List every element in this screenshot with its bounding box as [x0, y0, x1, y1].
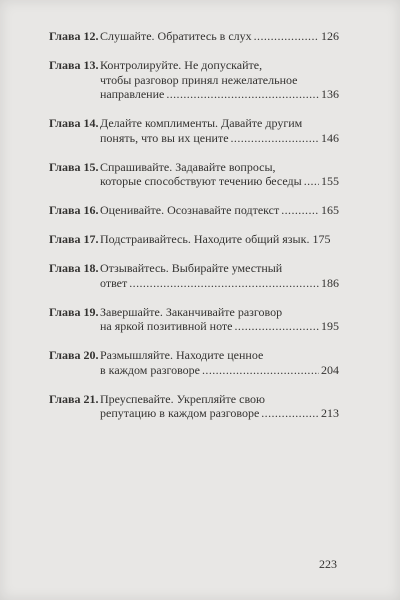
dot-leader	[129, 276, 319, 291]
toc-entry	[49, 116, 339, 145]
chapter-title-line: Слушайте. Обратитесь в слух	[100, 29, 252, 43]
chapter-title-line: Размышляйте. Находите ценное	[100, 348, 264, 362]
chapter-label: Глава 12.	[49, 29, 99, 43]
chapter-title	[100, 58, 339, 102]
chapter-label: Глава 14.	[49, 116, 99, 130]
toc-entry	[49, 392, 339, 421]
chapter-title-line: в каждом разговоре	[100, 362, 201, 377]
toc-last-line	[100, 232, 339, 247]
page-number: 186	[321, 275, 339, 290]
table-of-contents	[49, 29, 339, 435]
chapter-title	[100, 305, 339, 334]
page-number: 126	[321, 29, 339, 43]
toc-last-line	[100, 319, 339, 334]
chapter-title-line: репутацию в каждом разговоре	[100, 406, 260, 420]
toc-last-line	[100, 29, 339, 44]
toc-last-line	[100, 203, 339, 218]
page-number: 136	[321, 87, 339, 101]
toc-entry	[49, 203, 339, 218]
dot-leader	[254, 29, 319, 44]
chapter-title	[100, 348, 339, 377]
chapter-label: Глава 13.	[49, 58, 99, 72]
toc-last-line	[100, 276, 339, 291]
chapter-title	[100, 203, 339, 218]
chapter-title-line: Подстраивайтесь. Находите общий язык.	[100, 232, 310, 246]
page-number: 195	[321, 319, 339, 333]
toc-entry	[49, 160, 339, 189]
chapter-title	[100, 232, 339, 247]
dot-leader	[304, 174, 319, 189]
page-number: 155	[321, 174, 339, 188]
chapter-title-line: Преуспевайте. Укрепляйте свою	[100, 391, 265, 406]
chapter-title	[100, 116, 339, 145]
chapter-title-line: Оценивайте. Осознавайте подтекст	[100, 203, 280, 217]
chapter-label: Глава 17.	[49, 232, 99, 246]
page-number: 175	[312, 232, 331, 246]
chapter-title-line: на яркой позитивной ноте	[100, 319, 233, 333]
dot-leader	[231, 131, 319, 146]
toc-entry	[49, 29, 339, 44]
toc-entry	[49, 58, 339, 102]
toc-last-line	[100, 87, 339, 102]
dot-leader	[202, 363, 319, 378]
chapter-title-line: Контролируйте. Не допускайте,	[100, 58, 263, 72]
chapter-title-line: Отзывайтесь. Выбирайте уместный	[100, 261, 283, 275]
page-number: 213	[321, 406, 339, 420]
chapter-label: Глава 20.	[49, 348, 99, 362]
toc-entry	[49, 261, 339, 290]
dot-leader	[281, 203, 319, 218]
toc-last-line	[100, 131, 339, 146]
chapter-label: Глава 18.	[49, 261, 99, 275]
chapter-title	[100, 160, 339, 189]
page-number: 204	[321, 362, 339, 377]
chapter-title-line: Спрашивайте. Задавайте вопросы,	[100, 159, 276, 174]
chapter-label: Глава 21.	[49, 391, 99, 406]
page-number: 165	[321, 203, 339, 217]
toc-last-line	[100, 406, 339, 421]
chapter-title-line: понять, что вы их цените	[100, 130, 229, 145]
chapter-title-line: ответ	[100, 275, 128, 290]
chapter-label: Глава 19.	[49, 304, 99, 319]
toc-last-line	[100, 174, 339, 189]
toc-entry	[49, 305, 339, 334]
toc-entry	[49, 232, 339, 247]
chapter-title-line: Завершайте. Заканчивайте разговор	[100, 304, 283, 319]
chapter-title-line: чтобы разговор принял нежелательное	[100, 72, 298, 87]
dot-leader	[166, 87, 319, 102]
chapter-title	[100, 29, 339, 44]
dot-leader	[235, 319, 319, 334]
chapter-title-line: которые способствуют течению беседы	[100, 174, 302, 188]
chapter-label: Глава 15.	[49, 159, 99, 174]
chapter-title-line: направление	[100, 87, 165, 101]
chapter-title-line: Делайте комплименты. Давайте другим	[100, 116, 303, 130]
toc-last-line	[100, 363, 339, 378]
page-number: 146	[321, 130, 339, 145]
chapter-title	[100, 392, 339, 421]
toc-entry	[49, 348, 339, 377]
chapter-label: Глава 16.	[49, 203, 99, 217]
page-folio-number: 223	[319, 557, 337, 571]
dot-leader	[261, 406, 319, 421]
chapter-title	[100, 261, 339, 290]
